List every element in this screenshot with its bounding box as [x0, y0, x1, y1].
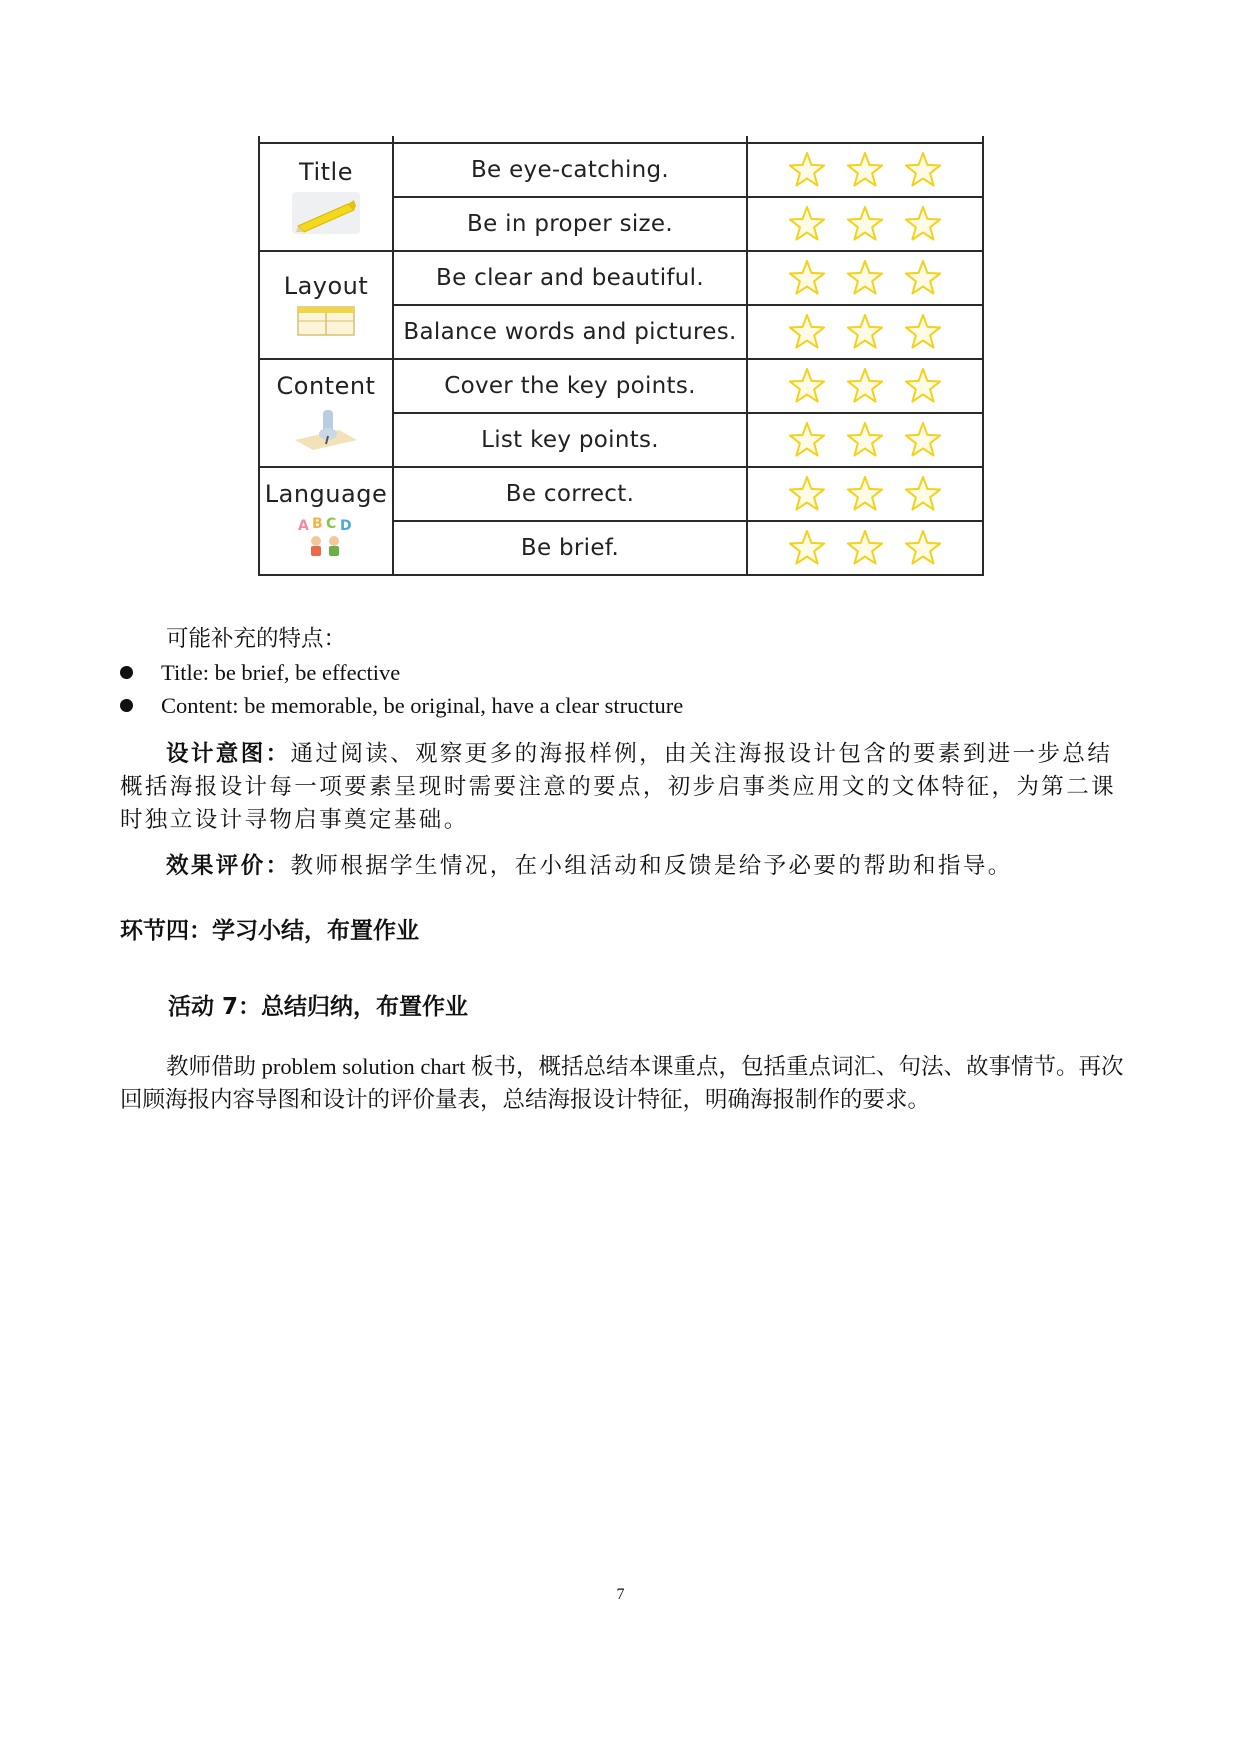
design-intent-label: 设计意图：: [166, 741, 291, 767]
table-top-edge: [259, 136, 983, 143]
effect-eval-label: 效果评价：: [166, 853, 291, 879]
star-icon: [787, 367, 827, 405]
star-icon: [903, 313, 943, 351]
star-icon: [845, 529, 885, 567]
design-intent-paragraph: [120, 738, 1125, 837]
writing-hand-icon: [293, 406, 359, 452]
pencil-icon: [292, 192, 360, 234]
star-icon: [787, 151, 827, 189]
criterion-cell: Cover the key points.: [393, 359, 747, 413]
criterion-cell: Be correct.: [393, 467, 747, 521]
star-icon: [845, 151, 885, 189]
supplement-intro: 可能补充的特点：: [166, 626, 347, 651]
star-icon: [903, 367, 943, 405]
star-rating: [747, 359, 983, 413]
star-icon: [787, 313, 827, 351]
star-rating: [747, 413, 983, 467]
criterion-cell: List key points.: [393, 413, 747, 467]
criterion-cell: Be clear and beautiful.: [393, 251, 747, 305]
activity-heading: 活动 7：总结归纳，布置作业: [168, 994, 469, 1020]
effect-eval-text: 教师根据学生情况，在小组活动和反馈是给予必要的帮助和指导。: [290, 853, 1013, 879]
star-rating: [747, 521, 983, 575]
category-label: Language: [264, 480, 388, 508]
list-item-text: Title: be brief, be effective: [161, 660, 401, 685]
star-icon: [787, 529, 827, 567]
category-cell-layout: [259, 251, 393, 359]
icon-letter: D: [340, 518, 352, 534]
star-icon: [845, 475, 885, 513]
criterion-cell: Balance words and pictures.: [393, 305, 747, 359]
star-icon: [903, 151, 943, 189]
abcd-kids-icon: [294, 514, 358, 560]
page-number: 7: [616, 1586, 625, 1603]
criterion-cell: Be brief.: [393, 521, 747, 575]
star-icon: [787, 205, 827, 243]
star-icon: [903, 421, 943, 459]
category-label: Content: [276, 372, 376, 400]
star-rating: [747, 467, 983, 521]
layout-icon: [297, 306, 355, 336]
star-icon: [845, 205, 885, 243]
icon-letter: A: [298, 518, 309, 534]
criterion-cell: Be in proper size.: [393, 197, 747, 251]
icon-letter: C: [326, 516, 337, 532]
bullet-icon: [120, 699, 133, 712]
category-cell-content: [259, 359, 393, 467]
section-heading: 环节四：学习小结，布置作业: [120, 918, 419, 944]
table-row: [259, 143, 983, 197]
table-row: [259, 359, 983, 413]
bullet-icon: [120, 666, 133, 679]
star-icon: [903, 259, 943, 297]
category-cell-title: [259, 143, 393, 251]
star-icon: [845, 259, 885, 297]
star-rating: [747, 251, 983, 305]
list-item-text: Content: be memorable, be original, have a clear structure: [161, 693, 684, 718]
star-icon: [787, 259, 827, 297]
star-icon: [845, 367, 885, 405]
icon-letter: B: [312, 516, 323, 532]
star-rating: [747, 143, 983, 197]
star-icon: [845, 421, 885, 459]
criterion-cell: Be eye-catching.: [393, 143, 747, 197]
star-icon: [903, 529, 943, 567]
category-label: Title: [299, 158, 353, 186]
star-icon: [903, 475, 943, 513]
star-icon: [787, 475, 827, 513]
category-cell-language: [259, 467, 393, 575]
summary-paragraph: 教师借助 problem solution chart 板书，概括总结本课重点，包括重点词汇、句法、故事情节。再次回顾海报内容导图和设计的评价量表，总结海报设计特征，明确海报制作的要求。: [120, 1054, 1124, 1112]
star-icon: [845, 313, 885, 351]
star-rating: [747, 197, 983, 251]
rubric-table: [258, 136, 984, 576]
effect-eval-paragraph: [120, 850, 1125, 883]
star-icon: [903, 205, 943, 243]
design-intent-text: 通过阅读、观察更多的海报样例，由关注海报设计包含的要素到进一步总结概括海报设计每一项要素呈现时需要注意的要点，初步启事类应用文的文体特征，为第二课时独立设计寻物启事奠定基础。: [120, 741, 1117, 833]
category-label: Layout: [283, 272, 369, 300]
star-icon: [787, 421, 827, 459]
table-row: [259, 467, 983, 521]
table-row: [259, 251, 983, 305]
star-rating: [747, 305, 983, 359]
